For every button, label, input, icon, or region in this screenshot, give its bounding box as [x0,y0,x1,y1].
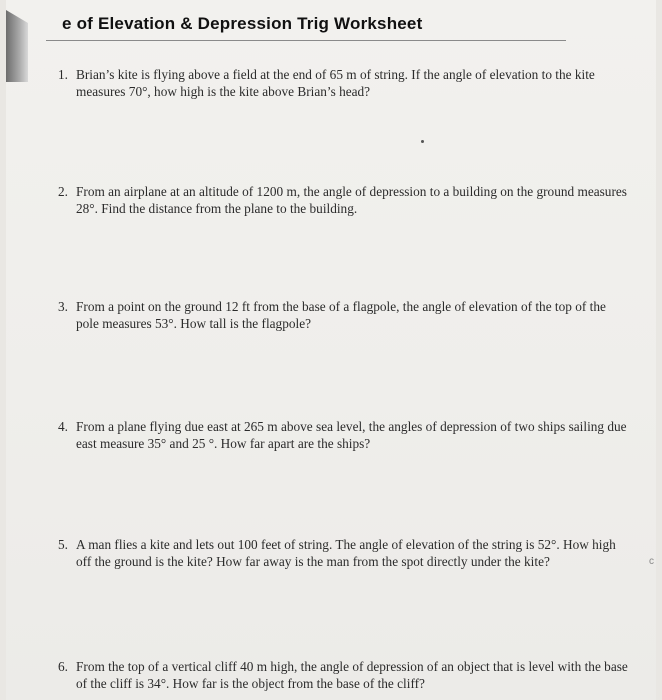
question-6 [58,658,632,692]
question-text: From a plane flying due east at 265 m above sea level, the angles of depression of two ships sailing due east measure 35° and 25 °. How far apart are the ships? [76,419,627,451]
worksheet-page [6,0,656,700]
question-number: 1. [58,67,68,82]
question-number: 5. [58,537,68,552]
page-title: e of Elevation & Depression Trig Worksheet [62,14,423,33]
edge-mark: c [649,556,654,567]
question-text: From the top of a vertical cliff 40 m high, the angle of depression of an object that is level with the base of the cliff is 34°. How far is the object from the base of the cliff? [76,659,628,691]
question-2 [58,183,632,217]
question-text: Brian’s kite is flying above a field at the end of 65 m of string. If the angle of elevation to the kite measures 70°, how high is the kite above Brian’s head? [76,67,595,99]
question-number: 4. [58,419,68,434]
question-text: From a point on the ground 12 ft from the base of a flagpole, the angle of elevation of the top of the pole measures 53°. How tall is the flagpole? [76,299,606,331]
question-1 [58,66,632,100]
question-5 [58,536,632,570]
question-text: A man flies a kite and lets out 100 feet of string. The angle of elevation of the string is 52°. How high off the ground is the kite? How far away is the man from the spot directly under the kite? [76,537,616,569]
question-number: 3. [58,299,68,314]
question-text: From an airplane at an altitude of 1200 m, the angle of depression to a building on the ground measures 28°. Find the distance from the plane to the building. [76,184,627,216]
question-4 [58,418,632,452]
question-number: 6. [58,659,68,674]
binder-clip [6,10,28,82]
question-3 [58,298,632,332]
question-number: 2. [58,184,68,199]
pen-mark [421,140,424,143]
title-bar [46,14,566,41]
